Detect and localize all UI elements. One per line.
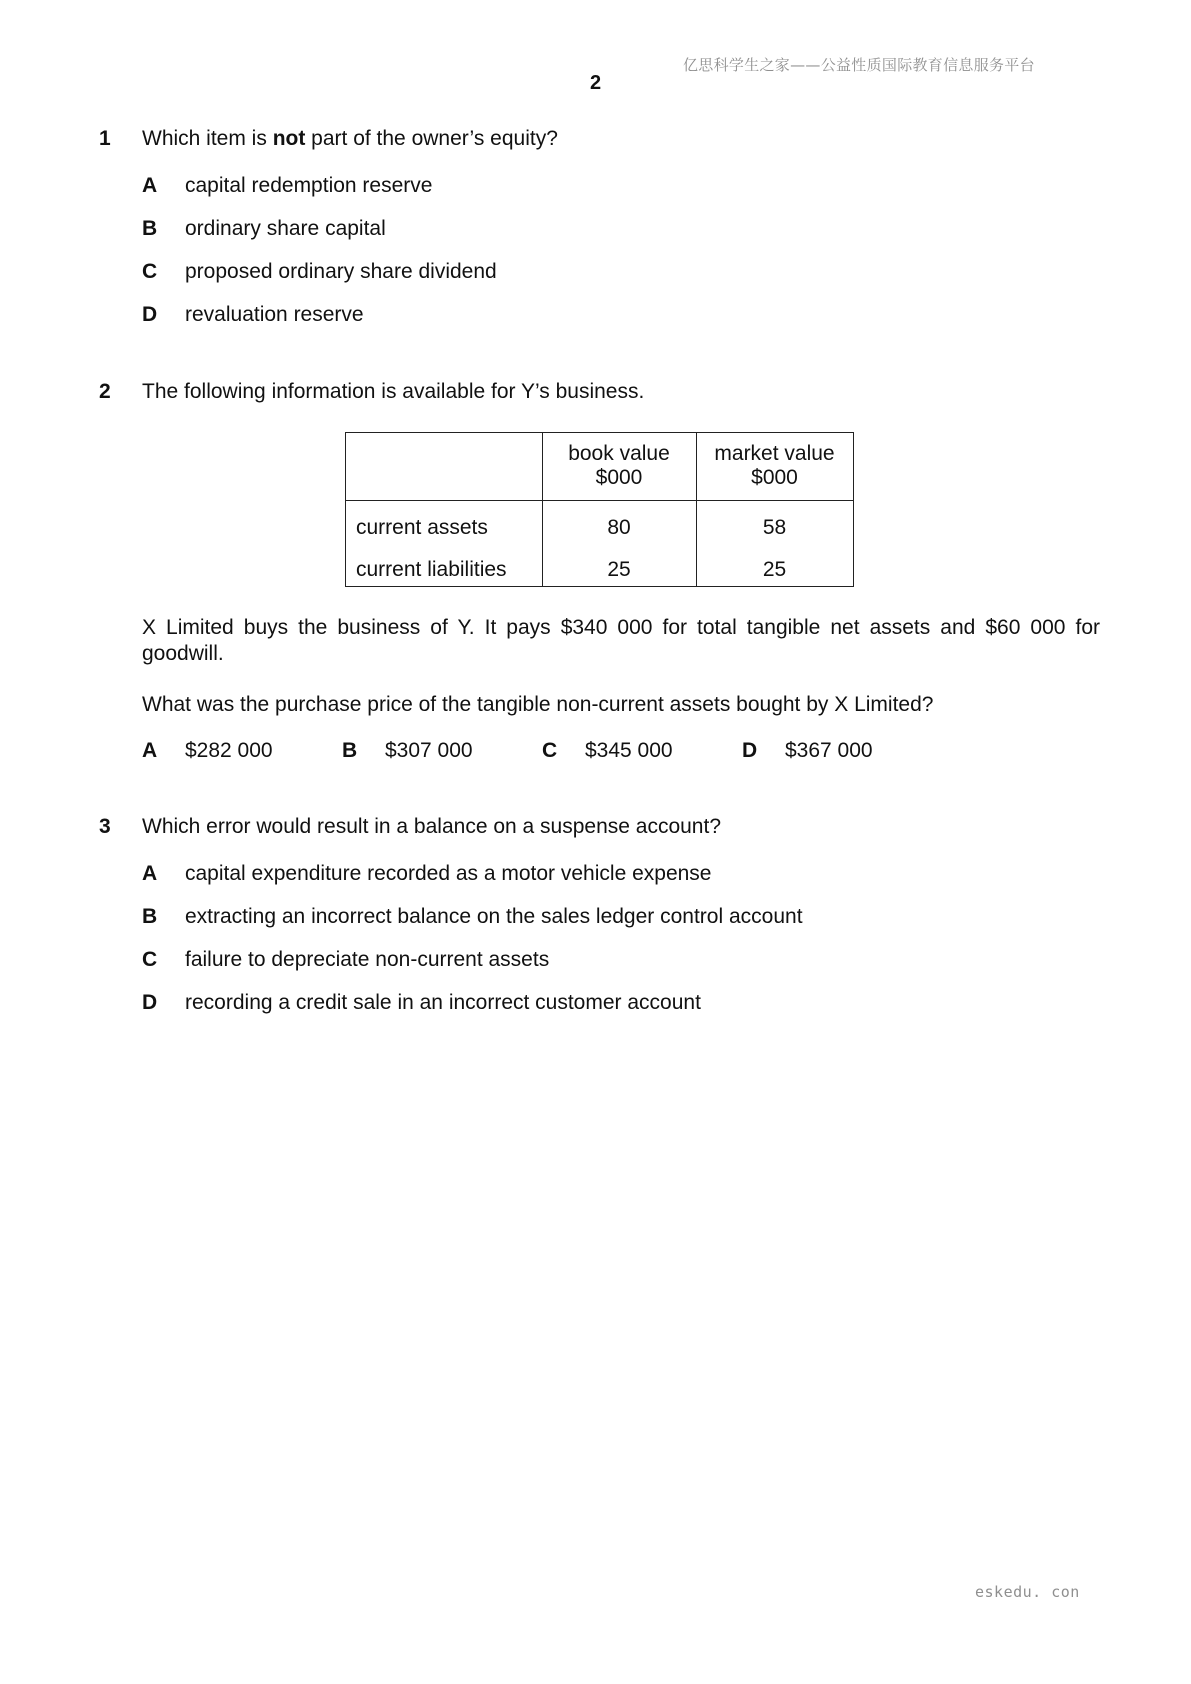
option-letter: C bbox=[142, 260, 158, 283]
prompt-text-after: part of the owner’s equity? bbox=[305, 127, 558, 150]
table-cell-book: 80 bbox=[607, 516, 631, 539]
option-text: ordinary share capital bbox=[185, 217, 386, 240]
option-text: $367 000 bbox=[785, 739, 873, 762]
question-prompt: The following information is available for Y’s business. bbox=[142, 380, 645, 403]
question-1-option-b bbox=[0, 217, 1191, 243]
option-text: recording a credit sale in an incorrect customer account bbox=[185, 991, 701, 1014]
option-text: $307 000 bbox=[385, 739, 473, 762]
question-1-option-d bbox=[0, 303, 1191, 329]
question-3-option-c bbox=[0, 948, 1191, 974]
table-header-book-value: book value $000 bbox=[568, 442, 670, 489]
table-header-divider bbox=[346, 500, 853, 501]
option-letter: A bbox=[142, 862, 158, 885]
table-row-label: current liabilities bbox=[356, 558, 507, 581]
question-prompt: Which error would result in a balance on a suspense account? bbox=[142, 815, 721, 838]
values-table bbox=[345, 432, 854, 587]
option-letter: D bbox=[742, 739, 758, 762]
table-cell-market: 58 bbox=[762, 516, 787, 539]
option-letter: D bbox=[142, 991, 158, 1014]
table-cell-market: 25 bbox=[762, 558, 787, 581]
question-number: 2 bbox=[99, 380, 111, 403]
option-letter: A bbox=[142, 739, 158, 762]
table-row-label: current assets bbox=[356, 516, 488, 539]
question-2-scenario: X Limited buys the business of Y. It pays $340 000 for total tangible net assets and $60 000 for goodwill. bbox=[142, 616, 1100, 665]
option-letter: A bbox=[142, 174, 158, 197]
question-prompt bbox=[142, 127, 558, 151]
option-letter: B bbox=[142, 217, 158, 240]
question-3-option-d bbox=[0, 991, 1191, 1017]
question-2-option-b bbox=[342, 739, 473, 763]
option-letter: B bbox=[342, 739, 358, 762]
option-letter: C bbox=[542, 739, 558, 762]
option-letter: D bbox=[142, 303, 158, 326]
question-1-option-c bbox=[0, 260, 1191, 286]
option-text: capital expenditure recorded as a motor vehicle expense bbox=[185, 862, 712, 885]
question-1-option-a bbox=[0, 174, 1191, 200]
question-2-option-a bbox=[142, 739, 273, 763]
header-watermark: 亿思科学生之家——公益性质国际教育信息服务平台 bbox=[683, 56, 1035, 74]
option-text: $282 000 bbox=[185, 739, 273, 762]
prompt-text-before: Which item is bbox=[142, 127, 273, 150]
footer-watermark: eskedu. con bbox=[975, 1583, 1080, 1601]
option-text: revaluation reserve bbox=[185, 303, 364, 326]
option-text: capital redemption reserve bbox=[185, 174, 433, 197]
option-text: extracting an incorrect balance on the sales ledger control account bbox=[185, 905, 803, 928]
question-2-option-d bbox=[742, 739, 873, 763]
table-cell-book: 25 bbox=[607, 558, 631, 581]
question-3-option-b bbox=[0, 905, 1191, 931]
question-number: 1 bbox=[99, 127, 111, 150]
prompt-emphasis: not bbox=[272, 127, 306, 150]
option-text: $345 000 bbox=[585, 739, 673, 762]
option-text: proposed ordinary share dividend bbox=[185, 260, 497, 283]
question-2-option-c bbox=[542, 739, 673, 763]
page-number: 2 bbox=[589, 72, 602, 94]
question-2-question-line: What was the purchase price of the tangible non-current assets bought by X Limited? bbox=[142, 693, 934, 716]
question-3-option-a bbox=[0, 862, 1191, 888]
option-letter: B bbox=[142, 905, 158, 928]
table-header-market-value: market value $000 bbox=[714, 442, 835, 489]
option-letter: C bbox=[142, 948, 158, 971]
option-text: failure to depreciate non-current assets bbox=[185, 948, 550, 971]
question-number: 3 bbox=[99, 815, 111, 838]
